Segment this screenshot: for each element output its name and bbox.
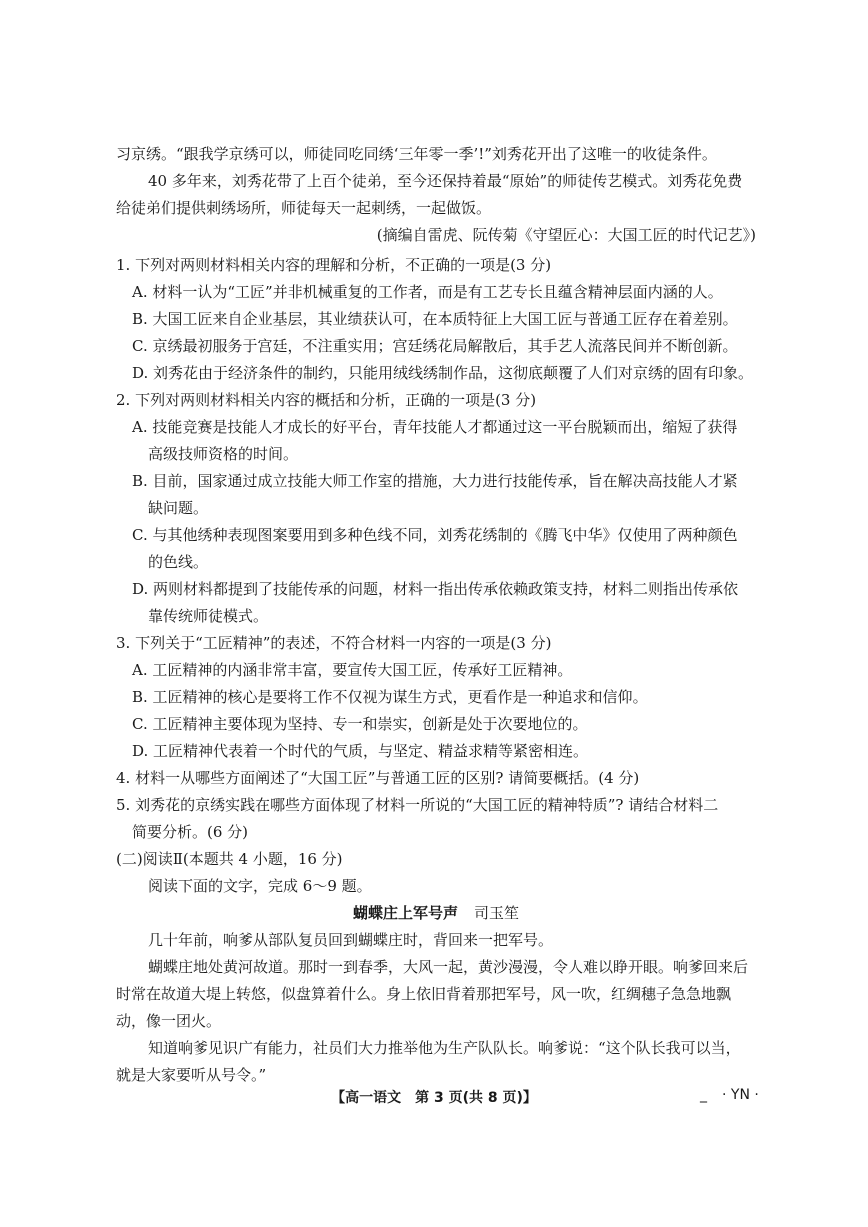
story-paragraph-continued: 动，像一团火。 [116, 1012, 222, 1030]
source-citation: (摘编自雷虎、阮传菊《守望匠心：大国工匠的时代记艺》) [376, 226, 756, 244]
story-paragraph-continued: 就是大家要听从号令。” [116, 1066, 267, 1084]
question-2-option-b: B. 目前，国家通过成立技能大师工作室的措施，大力进行技能传承，旨在解决高技能人才紧 [132, 472, 738, 490]
question-1-option-c: C. 京绣最初服务于宫廷，不注重实用；宫廷绣花局解散后，其手艺人流落民间并不断创新。 [132, 337, 738, 355]
question-1-stem: 1. 下列对两则材料相关内容的理解和分析，不正确的一项是(3 分) [116, 256, 552, 274]
question-2-option-d: D. 两则材料都提到了技能传承的问题，材料一指出传承依赖政策支持，材料二则指出传承依 [132, 580, 739, 598]
question-2-stem: 2. 下列对两则材料相关内容的概括和分析，正确的一项是(3 分) [116, 391, 537, 409]
question-2-option-b-cont: 缺问题。 [148, 499, 209, 517]
question-3-option-c: C. 工匠精神主要体现为坚持、专一和崇实，创新是处于次要地位的。 [132, 715, 588, 733]
footer-mark: _ [700, 1087, 707, 1103]
page-info: 【高一语文 第 3 页(共 8 页)】 [331, 1090, 537, 1106]
footer-code: · YN · [722, 1087, 759, 1103]
question-3-stem: 3. 下列关于“工匠精神”的表述，不符合材料一内容的一项是(3 分) [116, 634, 552, 652]
question-3-option-b: B. 工匠精神的核心是要将工作不仅视为谋生方式，更看作是一种追求和信仰。 [132, 688, 648, 706]
question-2-option-c-cont: 的色线。 [148, 553, 209, 571]
story-paragraph: 知道响爹见识广有能力，社员们大力推举他为生产队队长。响爹说：“这个队长我可以当， [148, 1039, 741, 1057]
paragraph-continued: 给徒弟们提供刺绣场所，师徒每天一起刺绣，一起做饭。 [116, 199, 492, 217]
story-paragraph-continued: 时常在故道大堤上转悠，似盘算着什么。身上依旧背着那把军号，风一吹，红绸穗子急急地飘 [116, 985, 732, 1003]
story-paragraph: 几十年前，响爹从部队复员回到蝴蝶庄时，背回来一把军号。 [148, 931, 554, 949]
story-title-line [116, 900, 756, 927]
story-paragraph: 蝴蝶庄地处黄河故道。那时一到春季，大风一起，黄沙漫漫，令人难以睁开眼。响爹回来后 [148, 958, 749, 976]
question-5: 5. 刘秀花的京绣实践在哪些方面体现了材料一所说的“大国工匠的精神特质”? 请结合材料二 [116, 796, 719, 814]
story-title: 蝴蝶庄上军号声 [352, 904, 458, 922]
question-2-option-a-cont: 高级技师资格的时间。 [148, 445, 299, 463]
story-author: 司玉笙 [474, 904, 520, 922]
passage-one-tail [116, 141, 756, 249]
section-heading: (二)阅读Ⅱ(本题共 4 小题，16 分) [116, 850, 343, 868]
question-3-option-a: A. 工匠精神的内涵非常丰富，要宣传大国工匠，传承好工匠精神。 [132, 661, 573, 679]
section-instruction: 阅读下面的文字，完成 6～9 题。 [148, 877, 372, 895]
question-4: 4. 材料一从哪些方面阐述了“大国工匠”与普通工匠的区别? 请简要概括。(4 分) [116, 769, 640, 787]
question-2-option-a: A. 技能竞赛是技能人才成长的好平台，青年技能人才都通过这一平台脱颖而出，缩短了获得 [132, 418, 738, 436]
question-2-option-c: C. 与其他绣种表现图案要用到多种色线不同，刘秀花绣制的《腾飞中华》仅使用了两种颜色 [132, 526, 738, 544]
question-3-option-d: D. 工匠精神代表着一个时代的气质，与坚定、精益求精等紧密相连。 [132, 742, 589, 760]
question-5-cont: 简要分析。(6 分) [132, 823, 249, 841]
paragraph: 40 多年来，刘秀花带了上百个徒弟，至今还保持着最“原始”的师徒传艺模式。刘秀花免费 [148, 172, 743, 190]
question-2-option-d-cont: 靠传统师徒模式。 [148, 607, 269, 625]
question-1-option-b: B. 大国工匠来自企业基层，其业绩获认可，在本质特征上大国工匠与普通工匠存在着差别。 [132, 310, 738, 328]
question-1-option-d: D. 刘秀花由于经济条件的制约，只能用绒线绣制作品，这彻底颠覆了人们对京绣的固有印象。 [132, 364, 754, 382]
question-1-option-a: A. 材料一认为“工匠”并非机械重复的工作者，而是有工艺专长且蕴含精神层面内涵的人。 [132, 283, 723, 301]
questions-section [116, 252, 756, 1089]
paragraph: 习京绣。“跟我学京绣可以，师徒同吃同绣‘三年零一季’!”刘秀花开出了这唯一的收徒条件。 [116, 145, 717, 163]
